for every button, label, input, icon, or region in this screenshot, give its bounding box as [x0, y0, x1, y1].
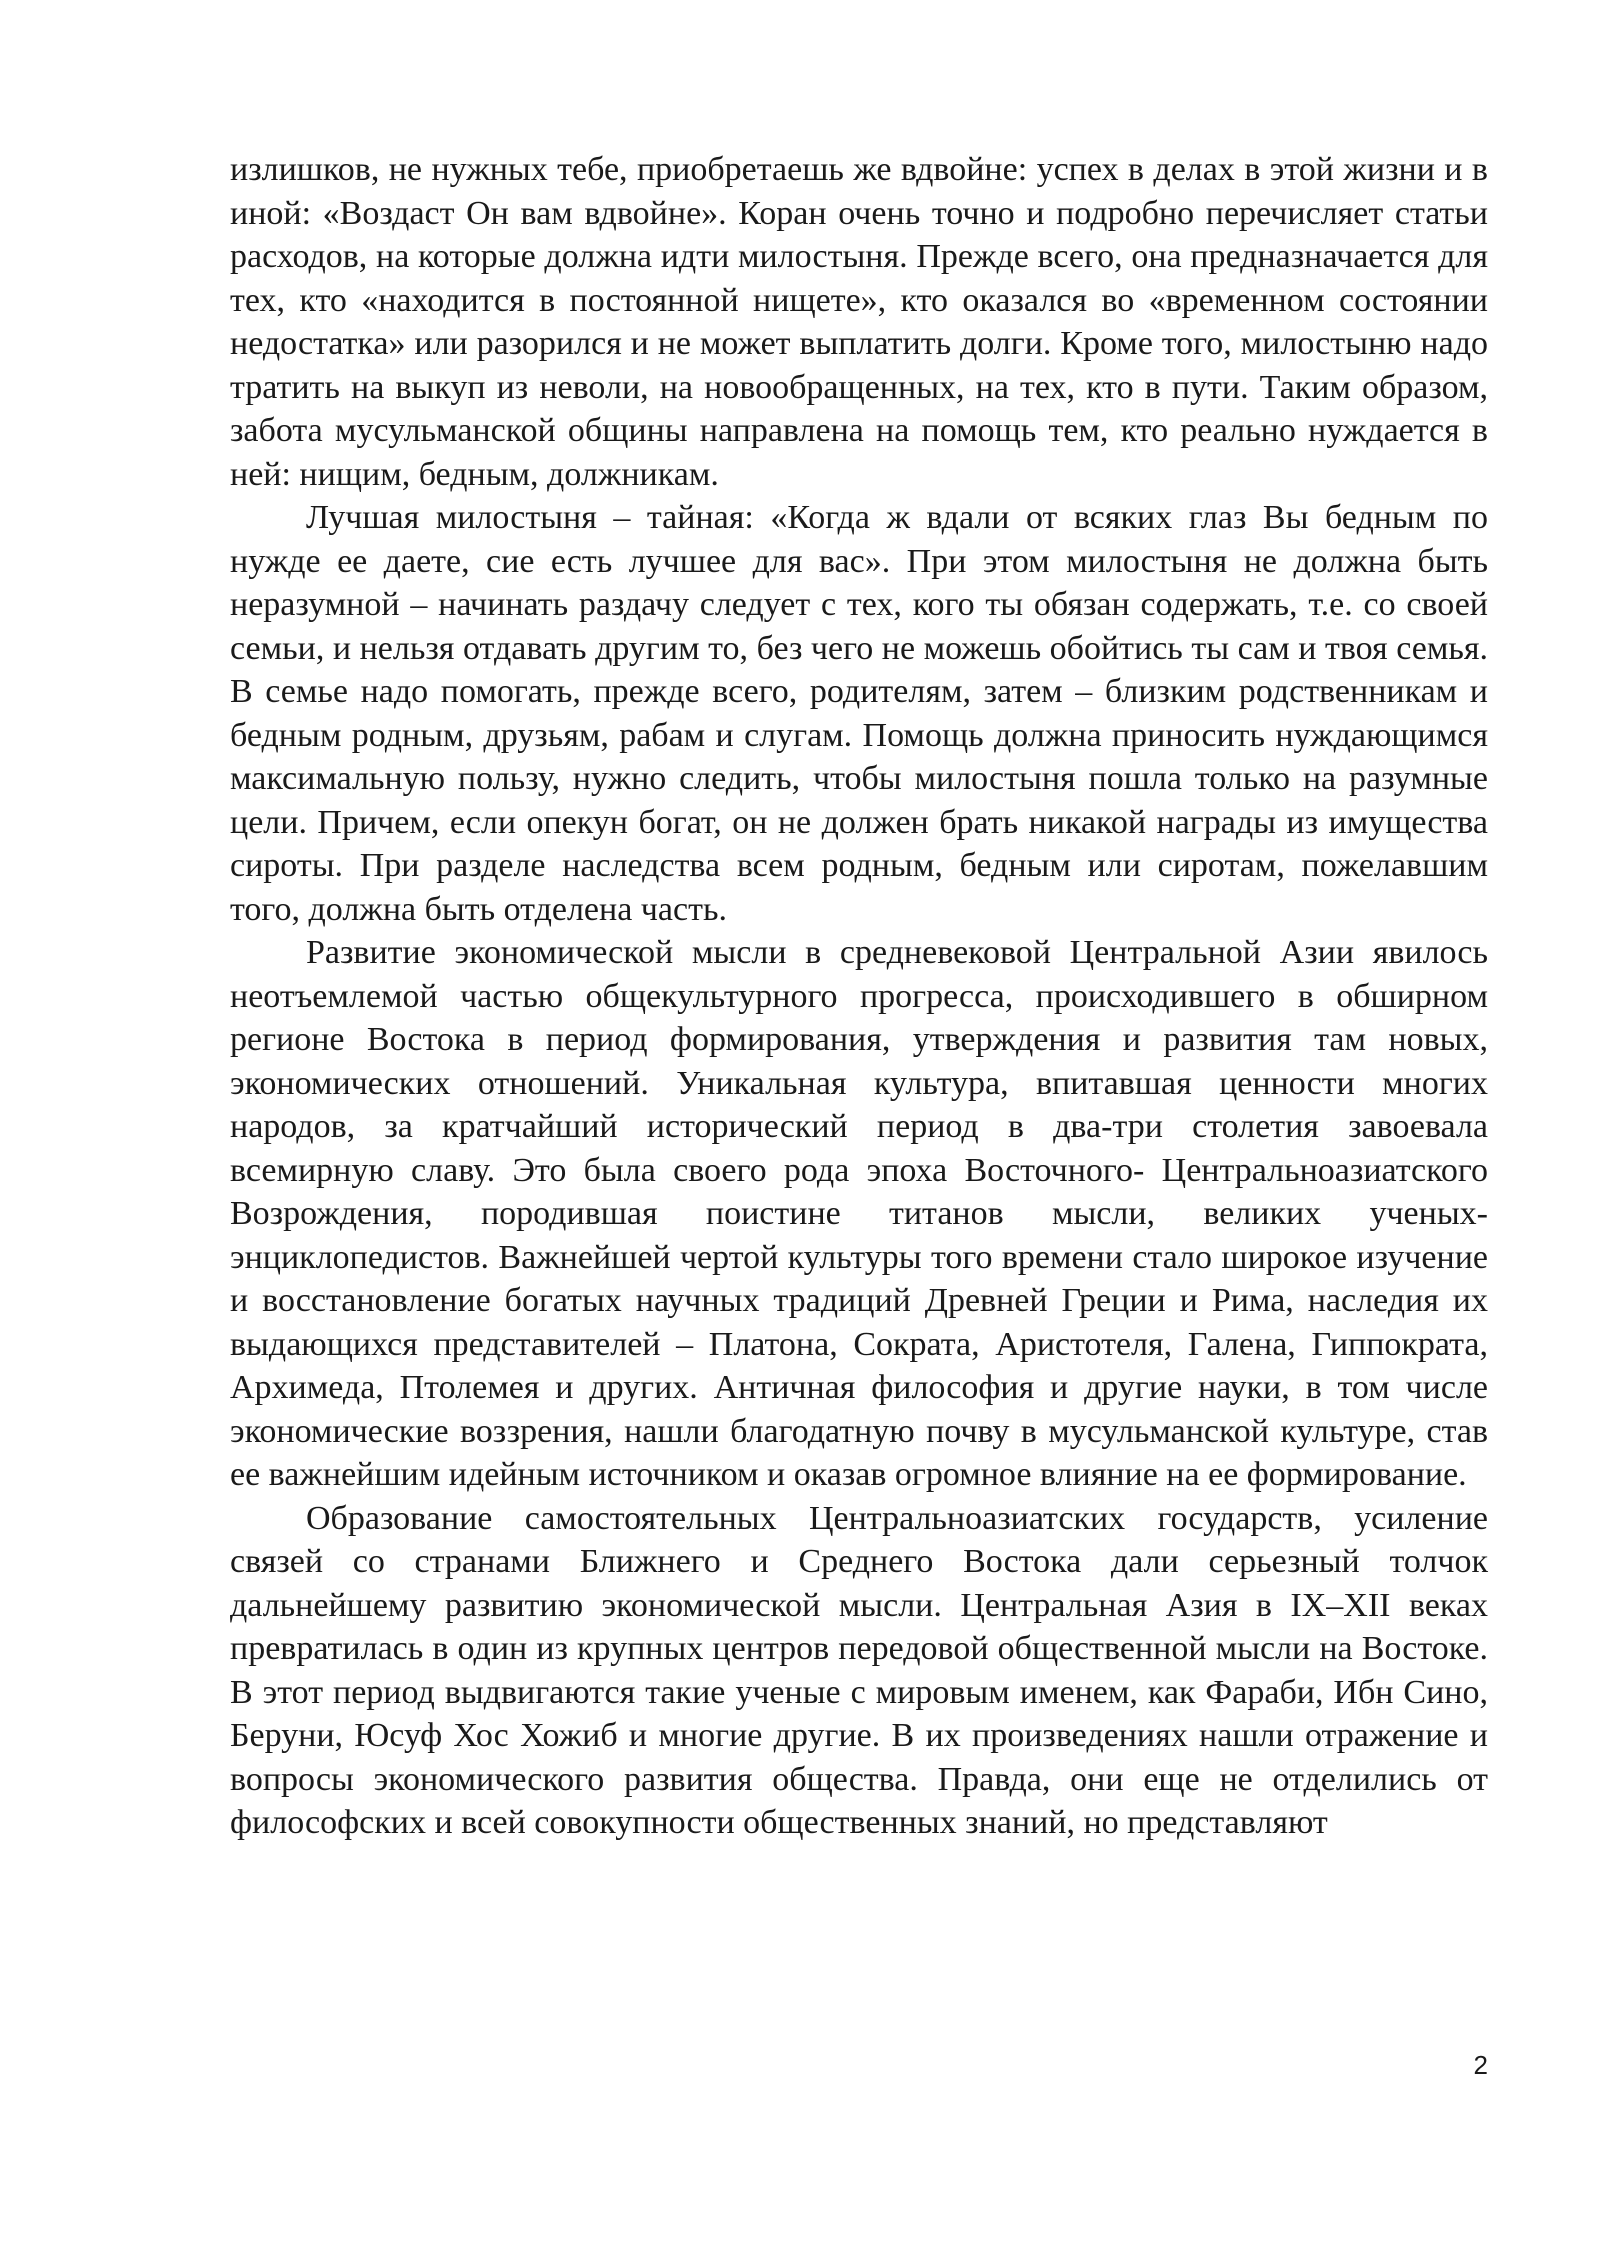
paragraph-4: Образование самостоятельных Центральноазиатских государств, усиление связей со странами Ближнего и Среднего Востока дали серьезный толчок дальнейшему развитию экономической мысли. Центральная Азия в IX–XII веках превратилась в один из крупных центров передовой общественной мысли на Востоке. В этот период выдвигаются такие ученые с мировым именем, как Фараби, Ибн Сино, Беруни, Юсуф Хос Хожиб и многие другие. В их произведениях нашли отражение и вопросы экономического развития общества. Правда, они еще не отделились от философских и всей совокупности общественных знаний, но представляют	[230, 1499, 1488, 1841]
paragraph-3: Развитие экономической мысли в средневековой Центральной Азии явилось неотъемлемой частью общекультурного прогресса, происходившего в обширном регионе Востока в период формирования, утверждения и развития там новых, экономических отношений. Уникальная культура, впитавшая ценности многих народов, за кратчайший исторический период в два-три столетия завоевала всемирную славу. Это была своего рода эпоха Восточного- Центральноазиатского Возрождения, породившая поистине титанов мысли, великих ученых-энциклопедистов. Важнейшей чертой культуры того времени стало широкое изучение и восстановление богатых научных традиций Древней Греции и Рима, наследия их выдающихся представителей – Платона, Сократа, Аристотеля, Галена, Гиппократа, Архимеда, Птолемея и других. Античная философия и другие науки, в том числе экономические воззрения, нашли благодатную почву в мусульманской культуре, став ее важнейшим идейным источником и оказав огромное влияние на ее формирование.	[230, 934, 1488, 1493]
page-number: 2	[1473, 2050, 1488, 2080]
paragraph-2: Лучшая милостыня – тайная: «Когда ж вдали от всяких глаз Вы бедным по нужде ее даете, сие есть лучшее для вас». При этом милостыня не должна быть неразумной – начинать раздачу следует с тех, кого ты обязан содержать, т.е. со своей семьи, и нельзя отдавать другим то, без чего не можешь обойтись ты сам и твоя семья. В семье надо помогать, прежде всего, родителям, затем – близким родственникам и бедным родным, друзьям, рабам и слугам. Помощь должна приносить нуждающимся максимальную пользу, нужно следить, чтобы милостыня пошла только на разумные цели. Причем, если опекун богат, он не должен брать никакой награды из имущества сироты. При разделе наследства всем родным, бедным или сиротам, пожелавшим того, должна быть отделена часть.	[230, 499, 1488, 928]
document-body	[230, 148, 1488, 1845]
paragraph-1: излишков, не нужных тебе, приобретаешь же вдвойне: успех в делах в этой жизни и в иной: «Воздаст Он вам вдвойне». Коран очень точно и подробно перечисляет статьи расходов, на которые должна идти милостыня. Прежде всего, она предназначается для тех, кто «находится в постоянной нищете», кто оказался во «временном состоянии недостатка» или разорился и не может выплатить долги. Кроме того, милостыню надо тратить на выкуп из неволи, на новообращенных, на тех, кто в пути. Таким образом, забота мусульманской общины направлена на помощь тем, кто реально нуждается в ней: нищим, бедным, должникам.	[230, 151, 1488, 493]
